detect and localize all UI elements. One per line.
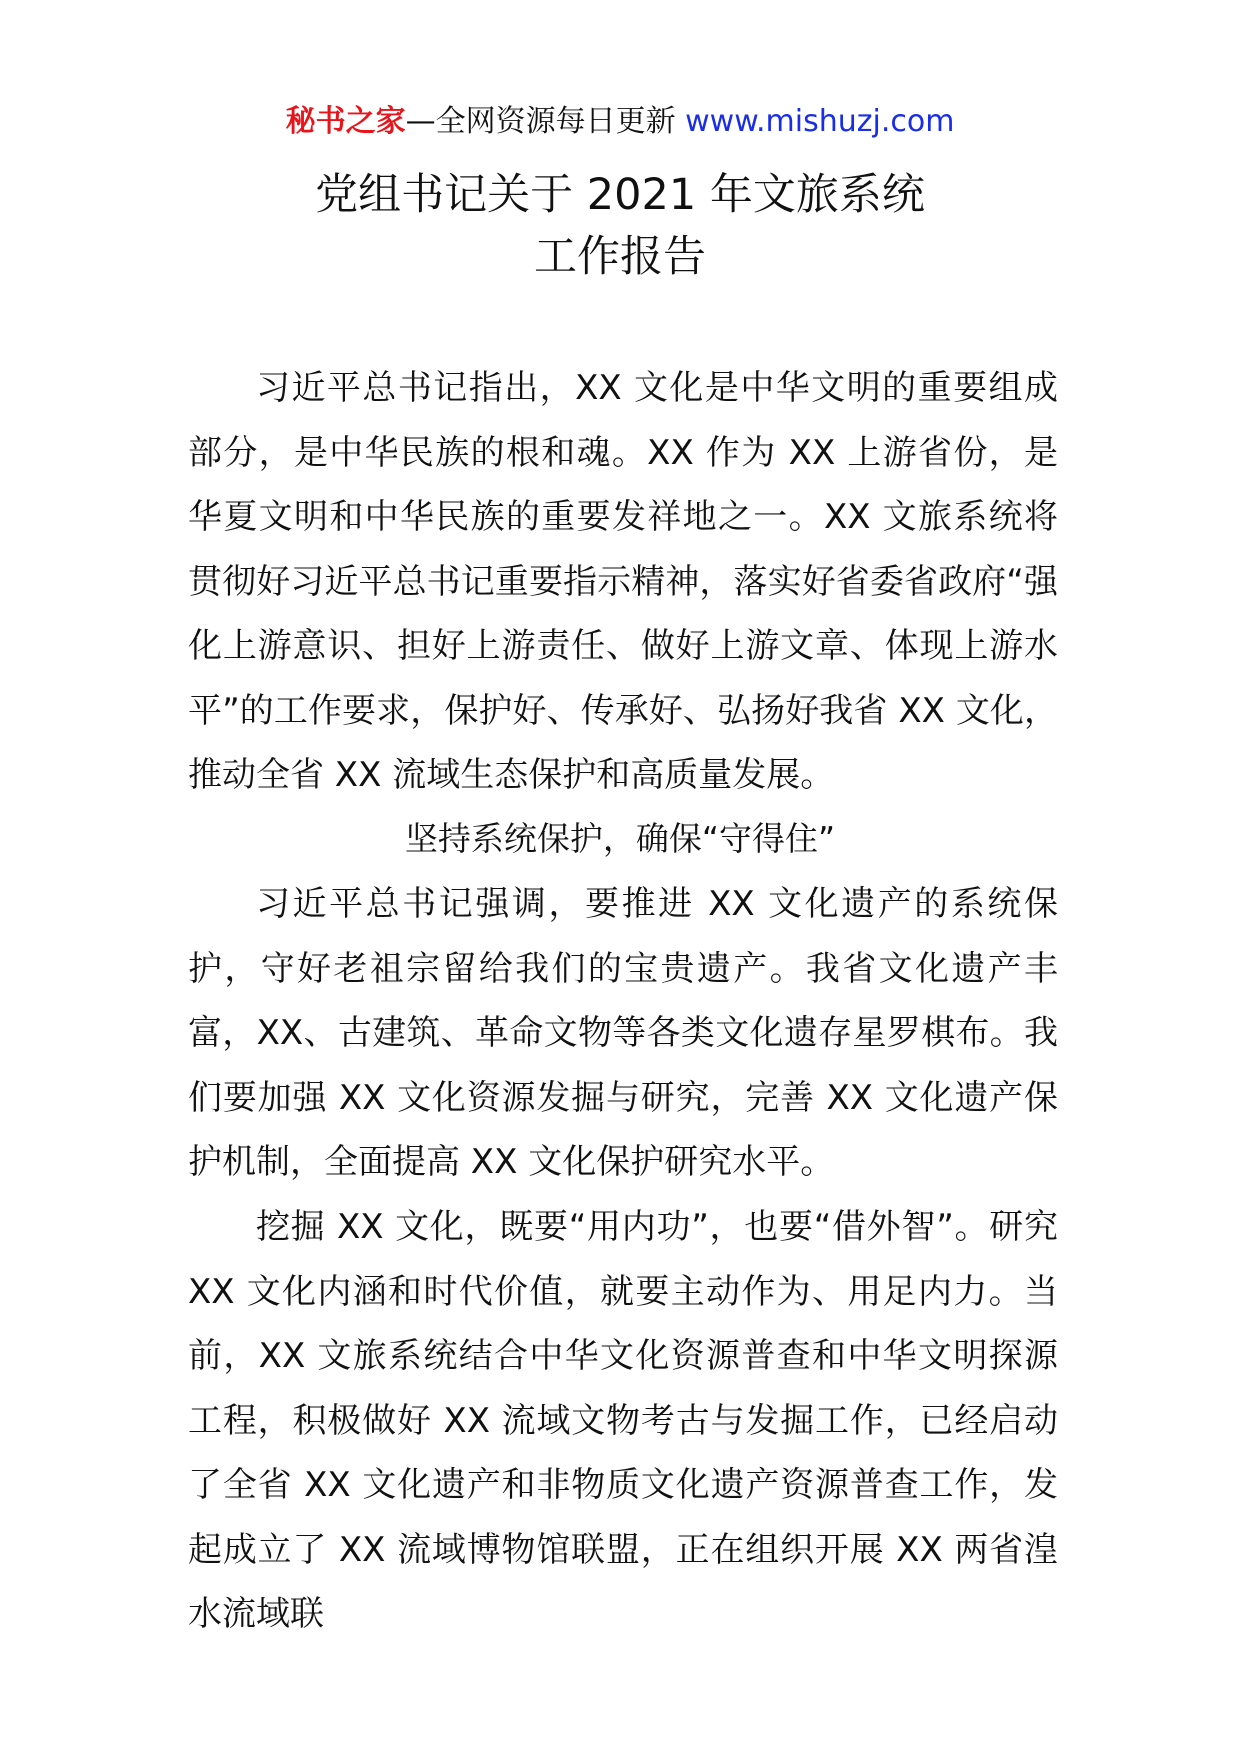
- body-paragraph: 习近平总书记指出，XX 文化是中华文明的重要组成部分，是中华民族的根和魂。XX 作为 XX 上游省份，是华夏文明和中华民族的重要发祥地之一。XX 文旅系统将贯彻好习近平总书记重要指示精神，落实好省委省政府“强化上游意识、担好上游责任、做好上游文章、体现上游水平”的工作要求，保护好、传承好、弘扬好我省 XX 文化，推动全省 XX 流域生态保护和高质量发展。: [188, 368, 1058, 795]
- brand-name: 秘书之家: [285, 104, 406, 139]
- section-heading: 坚持系统保护，确保“守得住”: [404, 819, 836, 858]
- document-title-line-2: 工作报告: [534, 232, 706, 282]
- header-slogan: —全网资源每日更新: [405, 104, 686, 139]
- document-title-line-1: 党组书记关于 2021 年文旅系统: [315, 170, 925, 220]
- site-header: [0, 100, 1240, 144]
- body-paragraph: 挖掘 XX 文化，既要“用内功”，也要“借外智”。研究 XX 文化内涵和时代价值，就要主动作为、用足内力。当前，XX 文旅系统结合中华文化资源普查和中华文明探源工程，积极做好 XX 流域文物考古与发掘工作，已经启动了全省 XX 文化遗产和非物质文化遗产资源普查工作，发起成立了 XX 流域博物馆联盟，正在组织开展 XX 两省湟水流域联: [188, 1207, 1058, 1634]
- site-url-link[interactable]: www.mishuzj.com: [685, 104, 955, 139]
- body-paragraph: 习近平总书记强调，要推进 XX 文化遗产的系统保护，守好老祖宗留给我们的宝贵遗产。我省文化遗产丰富，XX、古建筑、革命文物等各类文化遗存星罗棋布。我们要加强 XX 文化资源发掘与研究，完善 XX 文化遗产保护机制，全面提高 XX 文化保护研究水平。: [188, 884, 1058, 1182]
